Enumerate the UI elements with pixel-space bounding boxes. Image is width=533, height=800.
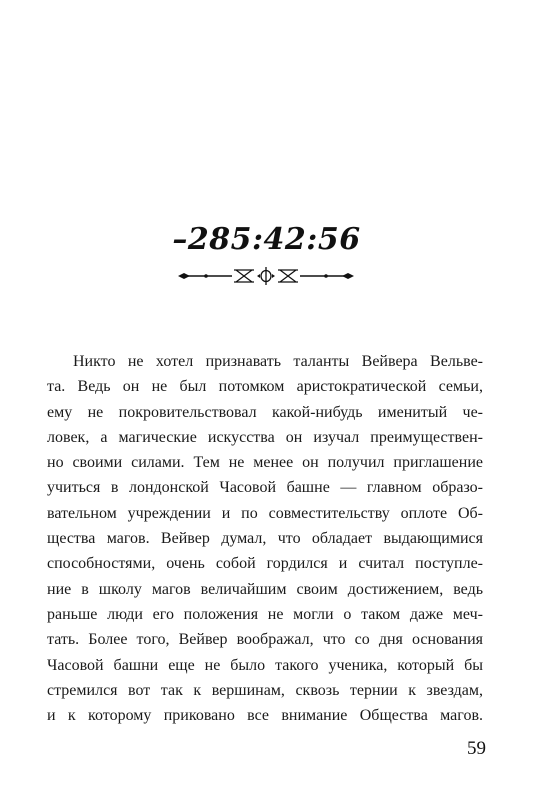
text-line: раньше люди его положения не могли о таком даже меч- <box>47 605 483 623</box>
text-line: способностями, очень собой гордился и считал поступле- <box>47 555 483 573</box>
text-line: вательном учреждении и по совместительству оплоте Об- <box>47 504 483 522</box>
text-line: щества магов. Вейвер думал, что обладает выдающимися <box>47 530 483 548</box>
text-line: Никто не хотел признавать таланты Вейвера Вельве- <box>73 353 483 370</box>
body-paragraph <box>47 349 483 728</box>
text-line: но своими силами. Тем не менее он получил приглашение <box>47 454 483 472</box>
text-line: та. Ведь он не был потомком аристократической семьи, <box>47 378 483 396</box>
page-number: 59 <box>467 738 486 759</box>
text-line: ловек, а магические искусства он изучал преимуществен- <box>47 428 483 446</box>
text-line: тать. Более того, Вейвер воображал, что со дня основания <box>47 631 483 649</box>
text-line: ние в школу магов величайшим своим достижением, ведь <box>47 580 483 598</box>
text-line: и к которому приковано все внимание Общества магов. <box>47 707 483 725</box>
text-line: учиться в лондонской Часовой башне — главном образо- <box>47 479 483 497</box>
text-line: Часовой башни еще не было такого ученика, который бы <box>47 656 483 674</box>
text-line: ему не покровительствовал какой-нибудь именитый че- <box>47 403 483 421</box>
chapter-heading: –285:42:56 <box>172 222 361 257</box>
ornament-divider-icon <box>176 265 356 287</box>
text-line: стремился вот так к вершинам, сквозь тернии к звездам, <box>47 681 483 699</box>
